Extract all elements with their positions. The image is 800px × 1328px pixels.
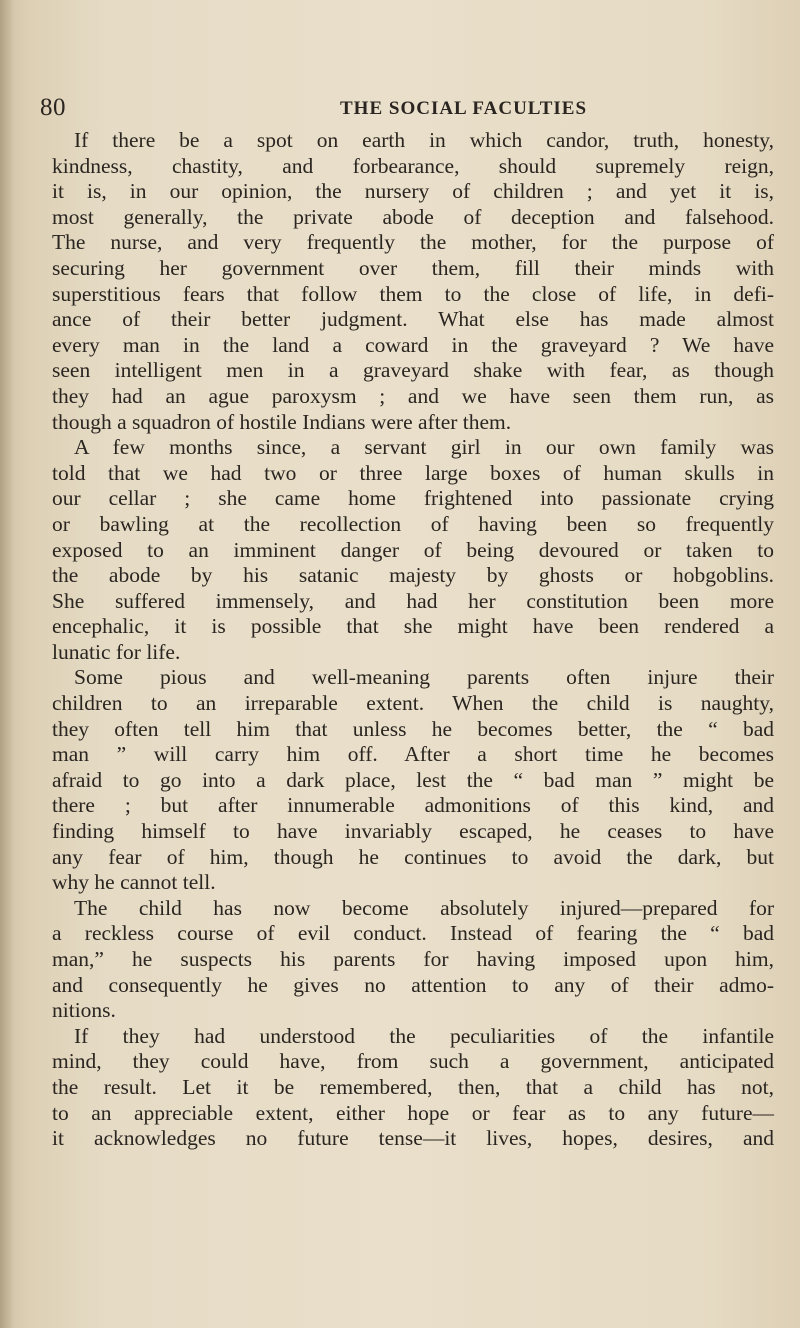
text-line: kindness, chastity, and forbearance, should supremely reign, <box>52 153 774 178</box>
text-line: She suffered immensely, and had her constitution been more <box>52 588 774 613</box>
text-line: there ; but after innumerable admonitions of this kind, and <box>52 793 774 818</box>
text-line: nitions. <box>52 998 116 1023</box>
paragraph-2 <box>52 435 774 665</box>
text-line: afraid to go into a dark place, lest the “ bad man ” might be <box>52 767 774 792</box>
text-line: to an appreciable extent, either hope or fear as to any future— <box>52 1100 774 1125</box>
text-line: lunatic for life. <box>52 639 181 664</box>
text-line: children to an irreparable extent. When the child is naughty, <box>52 691 774 716</box>
running-head: THE SOCIAL FACULTIES <box>340 98 588 119</box>
paragraph-5 <box>52 1024 774 1152</box>
text-line: mind, they could have, from such a government, anticipated <box>52 1049 774 1074</box>
text-line: they had an ague paroxysm ; and we have seen them run, as <box>52 383 774 408</box>
paragraph-4 <box>52 896 774 1024</box>
text-line: any fear of him, though he continues to avoid the dark, but <box>52 844 774 869</box>
text-line: seen intelligent men in a graveyard shake with fear, as though <box>52 358 774 383</box>
text-line: finding himself to have invariably escaped, he ceases to have <box>52 819 774 844</box>
text-line: exposed to an imminent danger of being devoured or taken to <box>52 537 774 562</box>
text-line: though a squadron of hostile Indians were after them. <box>52 409 512 434</box>
text-line: told that we had two or three large boxes of human skulls in <box>52 460 774 485</box>
gutter-shadow <box>0 0 14 1328</box>
text-line: If they had understood the peculiarities of the infantile <box>74 1023 774 1048</box>
text-line: the abode by his satanic majesty by ghosts or hobgoblins. <box>52 563 774 588</box>
text-line: If there be a spot on earth in which candor, truth, honesty, <box>74 128 774 152</box>
text-line: A few months since, a servant girl in our own family was <box>74 435 774 460</box>
text-line: it acknowledges no future tense—it lives, hopes, desires, and <box>52 1126 774 1151</box>
text-line: they often tell him that unless he becomes better, the “ bad <box>52 716 774 741</box>
body-text <box>52 128 774 1152</box>
paragraph-3 <box>52 665 774 895</box>
text-line: encephalic, it is possible that she might have been rendered a <box>52 614 774 639</box>
text-line: or bawling at the recollection of having been so frequently <box>52 511 774 536</box>
text-line: Some pious and well-meaning parents often injure their <box>74 665 774 690</box>
text-line: man,” he suspects his parents for having imposed upon him, <box>52 947 774 971</box>
page-number: 80 <box>40 94 66 121</box>
text-line: securing her government over them, fill their minds with <box>52 255 774 280</box>
text-line: The nurse, and very frequently the mother, for the purpose of <box>52 230 774 255</box>
paragraph-1 <box>52 128 774 435</box>
text-line: man ” will carry him off. After a short time he becomes <box>52 742 774 767</box>
text-line: why he cannot tell. <box>52 870 216 895</box>
text-line: The child has now become absolutely injured—prepared for <box>74 895 774 920</box>
text-line: most generally, the private abode of deception and falsehood. <box>52 204 774 229</box>
text-line: and consequently he gives no attention to any of their admo- <box>52 972 774 997</box>
text-line: ance of their better judgment. What else has made almost <box>52 307 774 332</box>
text-line: it is, in our opinion, the nursery of children ; and yet it is, <box>52 179 774 204</box>
text-line: superstitious fears that follow them to the close of life, in defi- <box>52 281 774 306</box>
text-line: our cellar ; she came home frightened into passionate crying <box>52 486 774 511</box>
text-line: the result. Let it be remembered, then, that a child has not, <box>52 1074 774 1099</box>
text-line: every man in the land a coward in the graveyard ? We have <box>52 332 774 357</box>
text-line: a reckless course of evil conduct. Instead of fearing the “ bad <box>52 921 774 946</box>
